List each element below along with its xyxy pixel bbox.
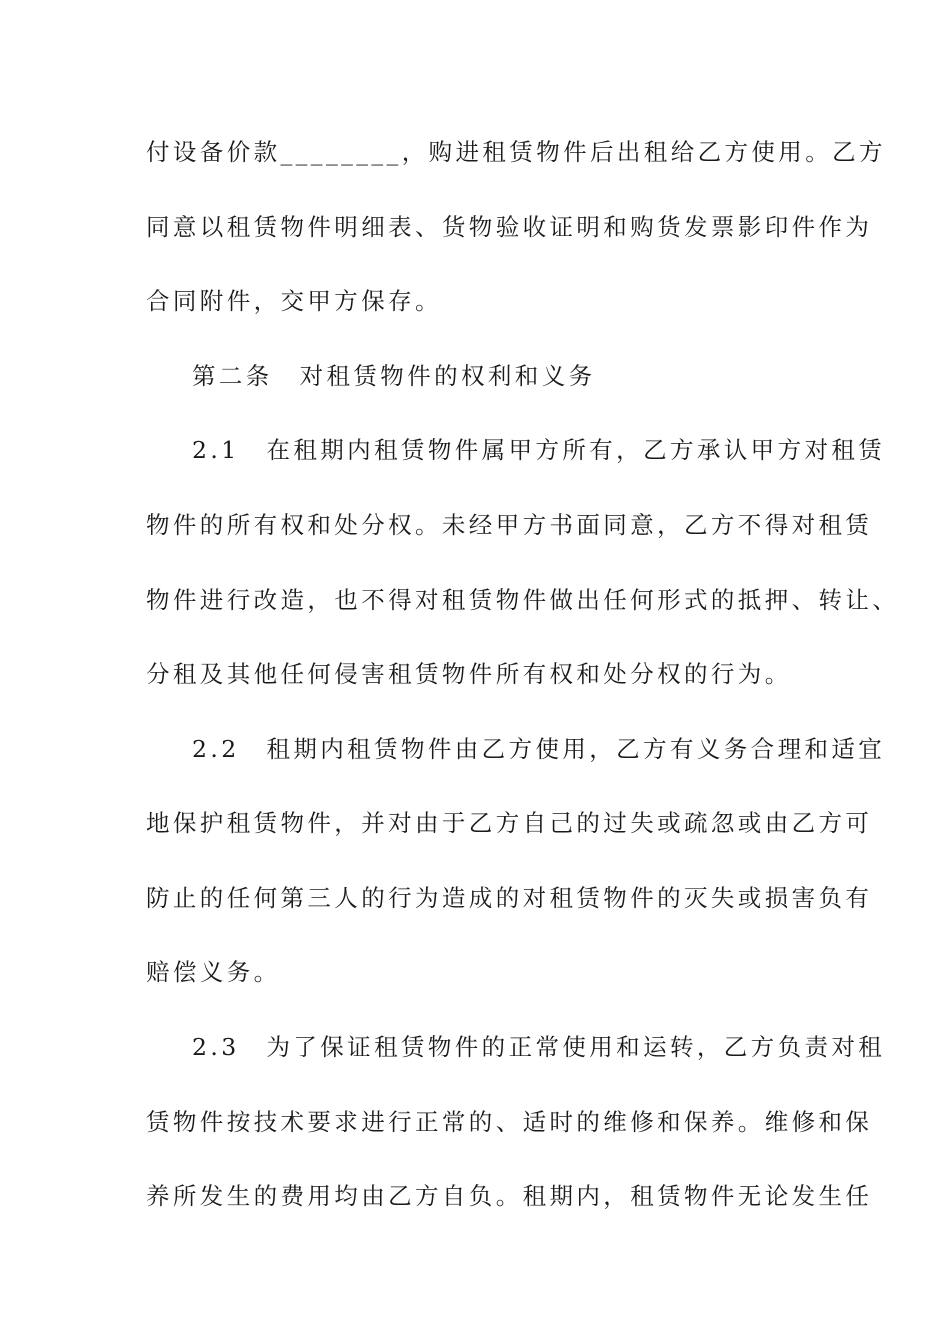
text-line: 养所发生的费用均由乙方自负。租期内，租赁物件无论发生任 — [146, 1182, 873, 1210]
text-line: 2.3 为了保证租赁物件的正常使用和运转，乙方负责对租 — [192, 1033, 886, 1061]
text-line: 物件的所有权和处分权。未经甲方书面同意，乙方不得对租赁 — [146, 511, 873, 539]
text-line: 防止的任何第三人的行为造成的对租赁物件的灭失或损害负有 — [146, 884, 873, 912]
text-line: 2.1 在租期内租赁物件属甲方所有，乙方承认甲方对租赁 — [192, 436, 886, 464]
text-line: 合同附件，交甲方保存。 — [146, 287, 442, 315]
text-line: 物件进行改造，也不得对租赁物件做出任何形式的抵押、转让、 — [146, 586, 900, 614]
text-line: 付设备价款________，购进租赁物件后出租给乙方使用。乙方 — [146, 138, 886, 166]
text-line: 地保护租赁物件，并对由于乙方自己的过失或疏忽或由乙方可 — [146, 809, 873, 837]
text-line: 赔偿义务。 — [146, 958, 281, 986]
text-line: 赁物件按技术要求进行正常的、适时的维修和保养。维修和保 — [146, 1108, 873, 1136]
text-line: 2.2 租期内租赁物件由乙方使用，乙方有义务合理和适宜 — [192, 735, 886, 763]
section-heading: 第二条 对租赁物件的权利和义务 — [192, 362, 596, 390]
text-line: 同意以租赁物件明细表、货物验收证明和购货发票影印件作为 — [146, 213, 873, 241]
text-line: 分租及其他任何侵害租赁物件所有权和处分权的行为。 — [146, 660, 792, 688]
